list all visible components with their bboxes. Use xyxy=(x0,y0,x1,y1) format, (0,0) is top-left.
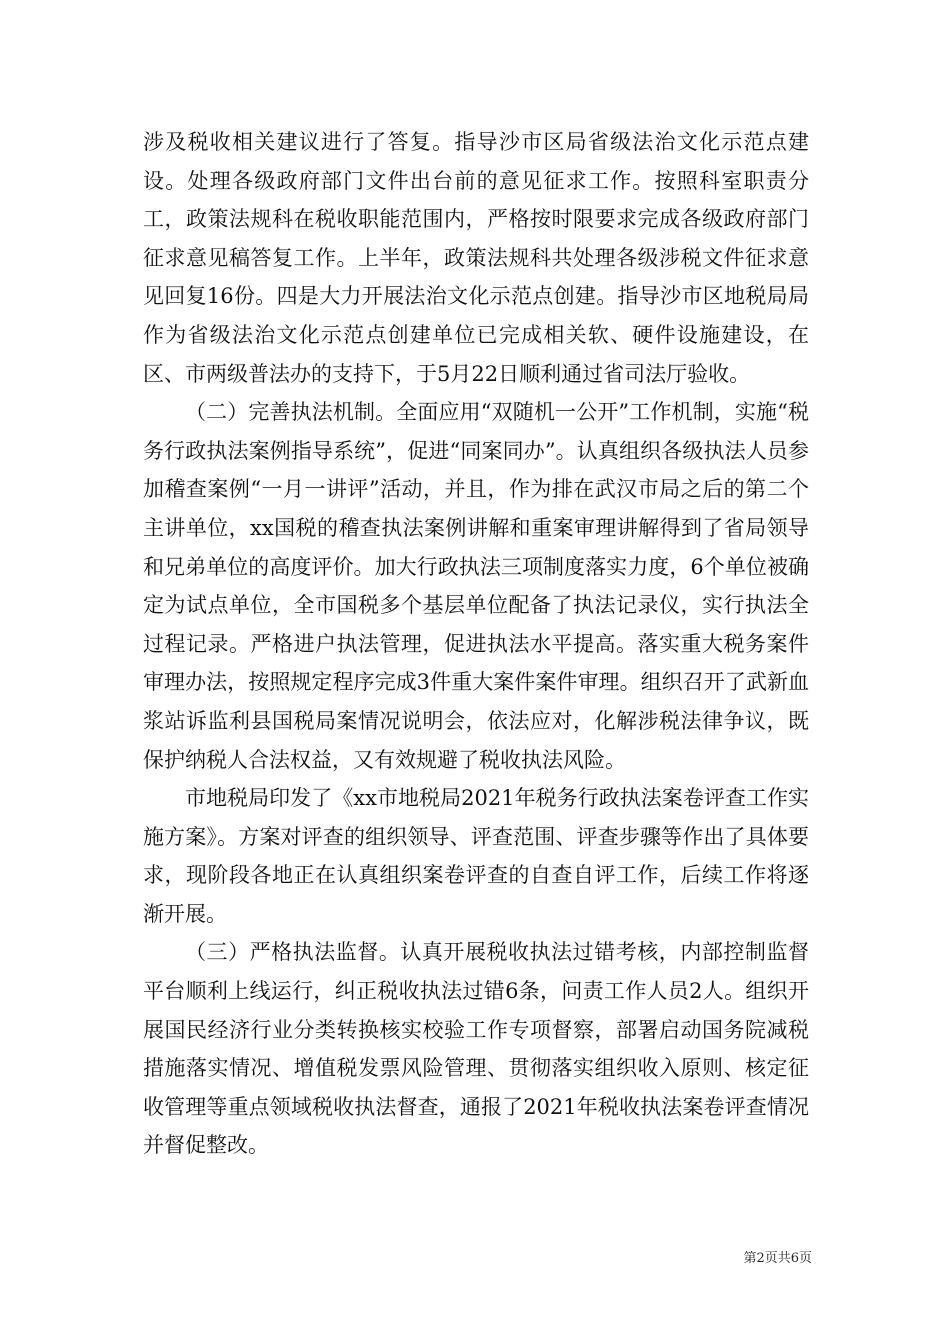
document-body xyxy=(143,123,809,1165)
paragraph-continued: 涉及税收相关建议进行了答复。指导沙市区局省级法治文化示范点建设。处理各级政府部门文件出台前的意见征求工作。按照科室职责分工，政策法规科在税收职能范围内，严格按时限要求完成各级政府部门征求意见稿答复工作。上半年，政策法规科共处理各级涉税文件征求意见回复16份。四是大力开展法治文化示范点创建。指导沙市区地税局局作为省级法治文化示范点创建单位已完成相关软、硬件设施建设，在区、市两级普法办的支持下，于5月22日顺利通过省司法厅验收。 xyxy=(143,130,809,386)
paragraph-case-review: 市地税局印发了《xx市地税局2021年税务行政执法案卷评查工作实施方案》。方案对评查的组织领导、评查范围、评查步骤等作出了具体要求，现阶段各地正在认真组织案卷评查的自查自评工作，后续工作将逐渐开展。 xyxy=(143,786,809,926)
page-number: 第2页共6页 xyxy=(743,1251,812,1266)
paragraph-enforcement-supervision: （三）严格执法监督。认真开展税收执法过错考核，内部控制监督平台顺利上线运行，纠正税收执法过错6条，问责工作人员2人。组织开展国民经济行业分类转换核实校验工作专项督察，部署启动国务院减税措施落实情况、增值税发票风险管理、贯彻落实组织收入原则、核定征收管理等重点领域税收执法督查，通报了2021年税收执法案卷评查情况并督促整改。 xyxy=(143,940,809,1158)
paragraph-enforcement-mechanism: （二）完善执法机制。全面应用“双随机一公开”工作机制，实施“税务行政执法案例指导系统”，促进“同案同办”。认真组织各级执法人员参加稽查案例“一月一讲评”活动，并且，作为排在武汉市局之后的第二个主讲单位，xx国税的稽查执法案例讲解和重案审理讲解得到了省局领导和兄弟单位的高度评价。加大行政执法三项制度落实力度，6个单位被确定为试点单位，全市国税多个基层单位配备了执法记录仪，实行执法全过程记录。严格进户执法管理，促进执法水平提高。落实重大税务案件审理办法，按照规定程序完成3件重大案件案件审理。组织召开了武新血浆站诉监利县国税局案情况说明会，依法应对，化解涉税法律争议，既保护纳税人合法权益，又有效规避了税收执法风险。 xyxy=(143,400,809,772)
